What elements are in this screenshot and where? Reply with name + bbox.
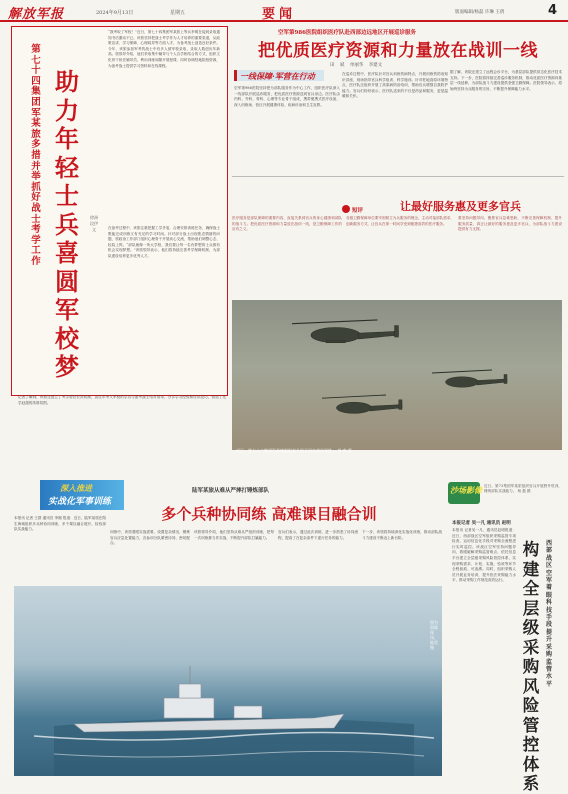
drill-article-column: 训练中，该旅着眼实战需要，设置复杂情况，锤炼官兵应急处置能力，各参训分队紧密协同、密切配合。: [110, 530, 190, 546]
short-comment-column: 要坚持问题导向，聚焦官兵急难愁盼，不断完善保障机制，提升服务质量，真正让最好的服务惠及更多官兵，为部队战斗力建设提供有力支撑。: [458, 216, 562, 232]
drill-article-column: 官兵们表示，通过此次训练，进一步熟悉了协同流程，提高了在复杂条件下遂行任务的能力。: [278, 530, 358, 540]
issue-weekday: 星期五: [170, 10, 186, 16]
commentary-byline: 徐洲 段伊文: [90, 215, 98, 232]
drill-article-kicker: 陆军某旅从难从严摔打锤炼部队: [192, 488, 270, 494]
drill-photo-caption: 图为训练现场。 陈雷 摄: [430, 620, 438, 650]
short-comment-column: 各级卫勤保障单位要牢固树立为兵服务的理念，主动对接部队需求，创新服务方式，让官兵在第一时间享受到便捷高效的医疗服务。: [346, 216, 454, 226]
commentary-body-column: “我考取了军校！”近日，第七十四集团军某旅上等兵李明在接到录取通知书后激动不已。该旅坚持把战士考学作为人才培养的重要渠道，从政策宣讲、学习保障、心理疏导等方面入手，为备考战士创造良好条件。今年，该旅参加军考的战士中有多人被军校录取，录取人数创历年新高。旅领导介绍，他们采取集中辅导与个人自学相结合的方式，组织文化骨干担任辅导员，利用训练间隙开展授课，同时协调驻地院校资源，为备考战士提供学习资料和在线课程。: [108, 30, 220, 68]
commentary-body-column: 在备考过程中，该旅注重把握工学矛盾，合理安排训练任务，确保战士既能完成训练又有充足的学习时间。针对部分战士出现焦虑情绪的问题，旅政治工作部门组织心理骨干开展谈心交流，帮助他们调整心态、轻装上阵。“部队就像一所大学校，我们要让每一名有梦想的士兵都有机会实现梦想。”该旅领导表示，他们将持续完善考学保障机制，为部队建设培养更多优秀人才。: [108, 226, 220, 258]
drill-badge-line-2: 实战化军事训练: [48, 497, 112, 507]
main-article-column: 空军第986医院坚持把为部队服务作为中心工作，组织医疗队深入一线部队开展巡诊服务，把优质医疗资源送到官兵身边。医疗队由内科、外科、骨科、心理等专业骨干组成，携带便携式医疗设备，深入训练场、营区开展健康体检、疾病诊治和卫生宣教。: [234, 86, 340, 107]
main-article-headline: 把优质医疗资源和力量放在战训一线: [258, 41, 538, 61]
editor-credits: 版面编辑/杨磊 许琳 王倩: [455, 10, 505, 15]
page-number: 4: [548, 3, 558, 18]
drill-article-column: 下一步，该旅将持续深化实战化训练，推动部队战斗力建设不断迈上新台阶。: [362, 530, 442, 540]
short-comment-headline: 让最好服务惠及更多官兵: [400, 200, 521, 213]
sand-table-badge-label: 沙场影像: [450, 485, 482, 495]
short-comment-label: 短评: [352, 208, 364, 214]
procurement-kicker: 西部战区空军着眼科技手段提升采购监管水平: [545, 540, 552, 688]
main-article-kicker: 空军第986医院组织医疗队赴西部边远地区开展巡诊服务: [278, 30, 416, 36]
helicopter-photo: [232, 300, 562, 450]
drill-article-column: 本报讯 记者 王群 通讯员 李刚 报道：近日，陆军某旅在陌生海域组织多兵种协同训练，多个课目融合展开，检验部队实战能力。: [14, 516, 106, 532]
main-article-column: 据了解，该院还建立了远程会诊平台，为基层部队提供常态化医疗技术支持。下一步，医院将持续完善巡诊服务机制，推动优质医疗资源向基层一线延伸，为部队战斗力建设提供坚强卫勤保障。医院领导表示，将始终坚持为兵服务的宗旨，不断提升保障能力水平。: [450, 70, 562, 91]
procurement-headline: 构建全层级采购风险管控体系: [522, 540, 540, 793]
drill-badge-line-1: 深入推进: [60, 483, 92, 493]
helicopter-photo-caption: 近日，第七十六集团军某旅组织直升机开展实战化训练。 刘 欢 摄: [236, 448, 352, 453]
main-article-column: 在巡诊过程中，医疗队针对官兵训练伤病特点，开展训练伤防治知识讲座，现场指导官兵科学组训、科学施训。针对驻地高原环境特点，医疗队还组织开展了高原病防治培训，帮助官兵增强自我防护能力。官兵们纷纷表示，医疗队送来的不仅是药品和服务，更是温暖和关怀。: [342, 72, 448, 99]
procurement-body: 本报讯 记者吴一凡、通讯员赵明报道：近日，西部战区空军组织采购监管专项检查，运用信息化手段对采购全流程进行实时监控。该战区空军坚持问题导向，着眼破解采购监管难点，依托信息平台建立全层级采购风险管控体系，实现采购需求、计划、实施、验收等环节全程留痕、可追溯。同时，组织采购人员开展业务培训，提升依法采购能力水平，推动采购工作规范高效运行。: [452, 528, 516, 583]
divider: [232, 176, 564, 177]
drill-article-column: 该旅领导介绍，他们坚持从难从严组织训练，把每一次训练都当作实战，不断提升部队打赢能力。: [194, 530, 274, 540]
sand-table-note: 近日，第73集团军某旅组织官兵开展野外驻训，锤炼部队实战能力。 杨 磊 摄: [484, 484, 562, 493]
section-title: 要闻: [262, 7, 297, 22]
drill-photo: [14, 586, 442, 776]
warship-illustration: [14, 586, 442, 776]
newspaper-logo: 解放军报: [8, 7, 65, 22]
procurement-byline: 本报记者 吴一凡 通讯员 赵明: [452, 521, 511, 526]
drill-article-headline: 多个兵种协同练 高难课目融合训: [161, 505, 377, 523]
commentary-kicker: 第七十四集团军某旅多措并举抓好战士考学工作: [31, 44, 41, 267]
column-banner-label: 一线保障·军营在行动: [240, 71, 315, 81]
main-article-byline: 田 斌 单丽华 李建文: [330, 63, 383, 68]
short-comment-dot-icon: [342, 205, 350, 213]
helicopter-illustration: [232, 300, 562, 450]
commentary-body-column: 记者了解到，该旅还建立了考学帮扶长效机制，由往年考入军校的学员与备考战士结对帮带，分享学习经验和应试技巧，营造了比学赶超的浓厚氛围。: [18, 395, 226, 405]
commentary-headline: 助力年轻士兵喜圆军校梦: [55, 67, 79, 381]
issue-date: 2024年9月13日: [96, 10, 134, 16]
short-comment-column: 医疗服务是部队保障的重要内容，直接关系到官兵的身心健康和部队的战斗力。把优质医疗资源和力量放在战训一线，是卫勤保障工作的应有之义。: [232, 216, 342, 232]
